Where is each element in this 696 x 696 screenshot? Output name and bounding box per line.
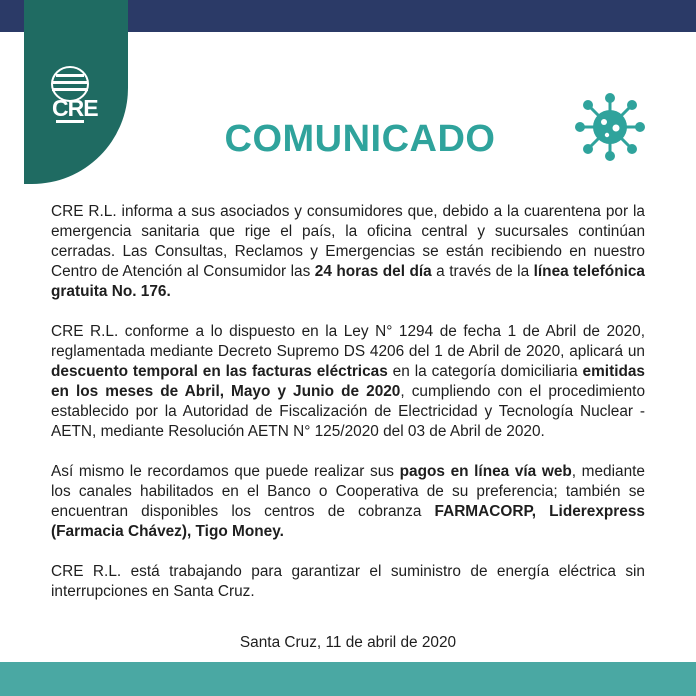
paragraph-text: , mediante los canales habilitados en el Banco o Cooperativa de su preferencia; también se encuentran disponibles los centros de cobranza xyxy=(51,463,645,520)
page-title: COMUNICADO xyxy=(224,118,496,160)
emphasis-text: FARMACORP, Liderexpress (Farmacia Chávez), Tigo Money. xyxy=(51,503,645,540)
paragraph-text: en la categoría domiciliaria xyxy=(387,363,583,380)
virus-icon xyxy=(572,92,648,162)
paragraph-consultas xyxy=(51,202,645,302)
emphasis-text: descuento temporal en las facturas eléctricas xyxy=(51,363,388,380)
paragraph-text: CRE R.L. conforme a lo dispuesto en la Ley N° 1294 de fecha 1 de Abril de 2020, reglamentada mediante Decreto Supremo DS 4206 del 1 de Abril de 2020, aplicará un xyxy=(51,323,645,360)
date-signature: Santa Cruz, 11 de abril de 2020 xyxy=(239,634,457,651)
emphasis-text: 24 horas del día xyxy=(314,263,432,280)
emphasis-text: emitidas en los meses de Abril, Mayo y Junio de 2020 xyxy=(51,363,645,400)
emphasis-text: línea telefónica gratuita No. 176. xyxy=(51,263,645,300)
logo-panel xyxy=(24,0,128,184)
paragraph-text: a través de la xyxy=(431,263,534,280)
communique-body xyxy=(51,202,645,622)
paragraph-text: , cumpliendo con el procedimiento establecido por la Autoridad de Fiscalización de Electricidad y Tecnología Nuclear - AETN, mediante Resolución AETN N° 125/2020 del 03 de Abril de 2020. xyxy=(51,383,645,440)
paragraph-suministro: CRE R.L. está trabajando para garantizar el suministro de energía eléctrica sin interrupciones en Santa Cruz. xyxy=(51,563,645,600)
paragraph-descuento xyxy=(51,322,645,442)
paragraph-text: Así mismo le recordamos que puede realizar sus xyxy=(51,463,400,480)
paragraph-text: CRE R.L. informa a sus asociados y consumidores que, debido a la cuarentena por la emergencia sanitaria que rige el país, la oficina central y sucursales continúan cerradas. Las Consultas, Reclamos y Emergencias se están recibiendo en nuestro Centro de Atención al Consumidor las xyxy=(51,203,645,280)
logo-text: CRE xyxy=(52,95,98,121)
bottom-bar xyxy=(0,662,696,696)
paragraph-pagos xyxy=(51,462,645,542)
emphasis-text: pagos en línea vía web xyxy=(399,463,572,480)
